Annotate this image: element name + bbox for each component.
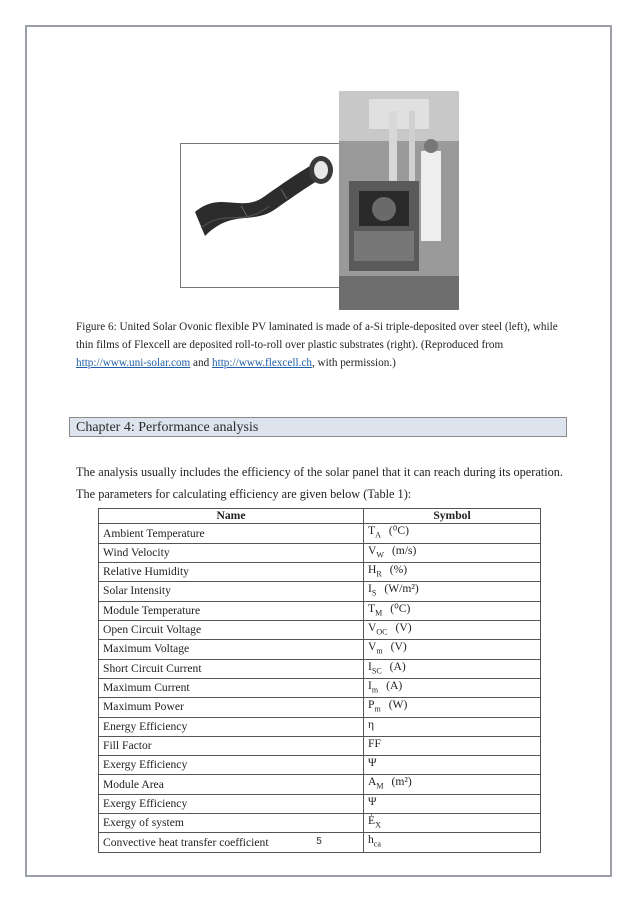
table-row (99, 640, 541, 659)
symbol-main: FF (368, 736, 381, 750)
table-row (99, 698, 541, 717)
param-symbol (364, 524, 541, 543)
param-name: Relative Humidity (99, 563, 364, 582)
symbol-unit: (m/s) (391, 543, 417, 557)
table-row (99, 717, 541, 736)
param-name: Maximum Voltage (99, 640, 364, 659)
param-name: Wind Velocity (99, 543, 364, 562)
symbol-main: T (368, 524, 376, 538)
table-row (99, 736, 541, 755)
symbol-subscript: R (376, 569, 382, 579)
param-symbol (364, 717, 541, 736)
symbol-subscript: m (371, 685, 379, 695)
param-symbol (364, 601, 541, 620)
table-header-row (99, 509, 541, 524)
symbol-main: Ψ (368, 794, 377, 808)
table-row (99, 543, 541, 562)
parameters-table (98, 508, 541, 853)
symbol-unit: (⁰C) (390, 601, 411, 615)
symbol-unit: (⁰C) (388, 524, 409, 538)
table-row (99, 582, 541, 601)
symbol-main: V (368, 640, 377, 654)
caption-end: , with permission.) (311, 357, 396, 369)
param-symbol (364, 678, 541, 697)
param-symbol (364, 582, 541, 601)
param-name: Module Temperature (99, 601, 364, 620)
header-symbol: Symbol (364, 509, 541, 524)
table-row (99, 678, 541, 697)
param-symbol (364, 543, 541, 562)
table-row (99, 563, 541, 582)
param-name: Ambient Temperature (99, 524, 364, 543)
figure-caption (76, 318, 566, 372)
param-name: Maximum Current (99, 678, 364, 697)
param-symbol (364, 756, 541, 775)
symbol-unit: (A) (386, 678, 403, 692)
symbol-unit: (V) (390, 640, 407, 654)
table-row (99, 756, 541, 775)
symbol-subscript: M (376, 781, 384, 791)
table-row (99, 601, 541, 620)
flexible-pv-laminate-photo (180, 143, 340, 288)
param-name: Open Circuit Voltage (99, 620, 364, 639)
table-row (99, 814, 541, 833)
symbol-main: H (368, 563, 377, 577)
symbol-main: I (368, 582, 372, 596)
symbol-unit: (W) (388, 698, 408, 712)
param-name: Convective heat transfer coefficient (99, 833, 364, 852)
symbol-subscript: S (371, 588, 377, 598)
param-name: Solar Intensity (99, 582, 364, 601)
caption-text: Figure 6: United Solar Ovonic flexible PV laminated is made of a-Si triple-deposited over steel (left), while thin films of Flexcell are deposited roll-to-roll over plastic substrates (right). (Reproduced from (76, 321, 558, 351)
symbol-subscript: ca (373, 839, 381, 849)
param-symbol (364, 698, 541, 717)
uni-solar-link[interactable]: http://www.uni-solar.com (76, 357, 191, 369)
symbol-main: h (368, 833, 374, 847)
param-symbol (364, 640, 541, 659)
param-symbol (364, 794, 541, 813)
param-name: Exergy Efficiency (99, 756, 364, 775)
param-symbol (364, 563, 541, 582)
param-name: Maximum Power (99, 698, 364, 717)
symbol-subscript: m (374, 704, 381, 714)
table-row (99, 659, 541, 678)
param-name: Module Area (99, 775, 364, 794)
symbol-subscript: SC (371, 665, 382, 675)
header-name: Name (99, 509, 364, 524)
symbol-unit: (V) (395, 620, 412, 634)
symbol-unit: (%) (389, 563, 408, 577)
param-name: Exergy Efficiency (99, 794, 364, 813)
symbol-main: T (368, 601, 376, 615)
symbol-main: I (368, 659, 372, 673)
roll-to-roll-machine-photo (339, 91, 459, 310)
table-row (99, 524, 541, 543)
symbol-main: Ψ (368, 756, 377, 770)
symbol-subscript: X (375, 820, 381, 830)
param-symbol (364, 736, 541, 755)
symbol-unit: (m²) (391, 775, 412, 789)
param-name: Energy Efficiency (99, 717, 364, 736)
param-name: Short Circuit Current (99, 659, 364, 678)
symbol-main: A (368, 775, 377, 789)
body-paragraph: The analysis usually includes the efficiency of the solar panel that it can reach during its operation. The parameters for calculating efficiency are given below (Table 1): (76, 465, 563, 501)
table-row (99, 775, 541, 794)
page-number: 5 (316, 836, 322, 847)
chapter-heading (69, 417, 567, 437)
symbol-subscript: A (375, 530, 381, 540)
flexcell-link[interactable]: http://www.flexcell.ch (212, 357, 312, 369)
param-symbol (364, 814, 541, 833)
symbol-main: V (368, 543, 377, 557)
symbol-main: Ė (368, 814, 376, 828)
param-symbol (364, 659, 541, 678)
symbol-main: V (368, 620, 377, 634)
table-row (99, 620, 541, 639)
param-name: Exergy of system (99, 814, 364, 833)
symbol-main: η (368, 717, 375, 731)
param-symbol (364, 620, 541, 639)
symbol-main: P (368, 698, 375, 712)
param-name: Fill Factor (99, 736, 364, 755)
param-symbol (364, 775, 541, 794)
symbol-subscript: OC (376, 627, 388, 637)
caption-and: and (190, 357, 212, 369)
table-row (99, 794, 541, 813)
chapter-title: Chapter 4: Performance analysis (76, 420, 259, 435)
symbol-subscript: M (375, 607, 383, 617)
symbol-unit: (W/m²) (384, 582, 419, 596)
symbol-subscript: m (376, 646, 383, 656)
symbol-unit: (A) (389, 659, 406, 673)
symbol-main: I (368, 678, 372, 692)
symbol-subscript: W (376, 550, 384, 560)
